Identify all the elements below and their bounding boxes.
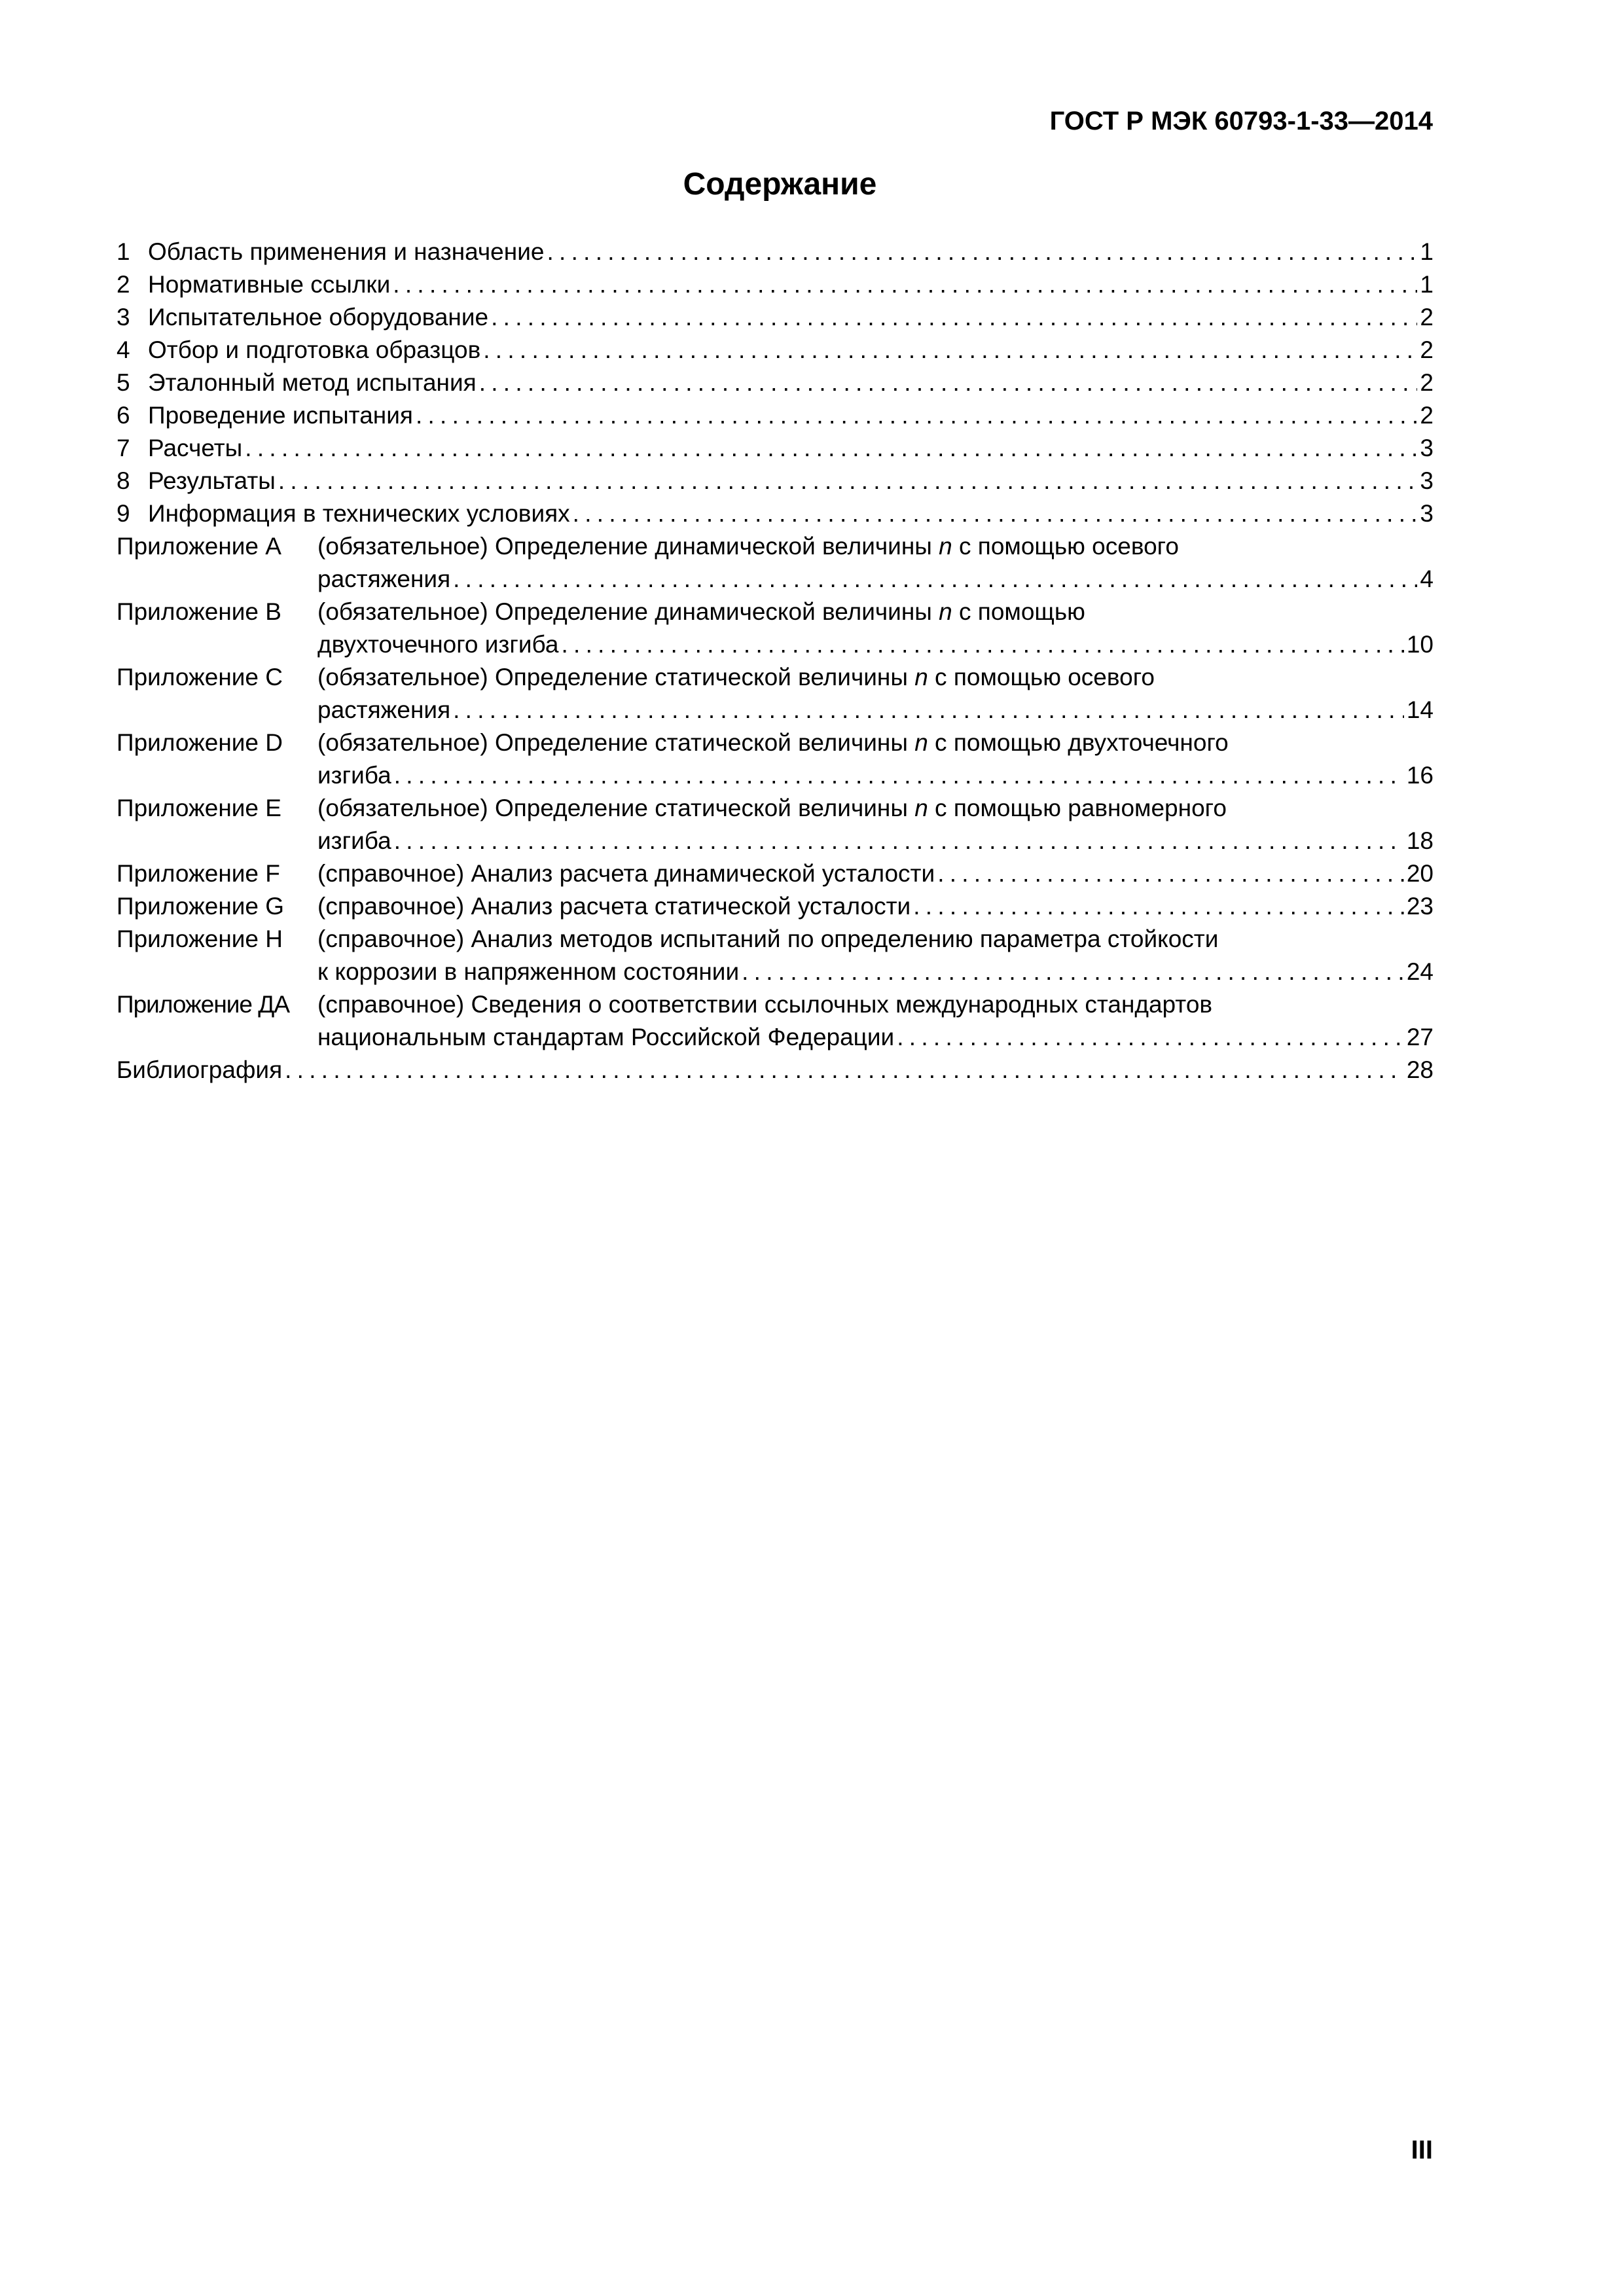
dot-leader	[285, 1054, 1404, 1086]
section-number: 7	[117, 435, 130, 461]
section-title: Информация в технических условиях	[148, 500, 570, 527]
dot-leader	[453, 563, 1417, 596]
section-title: Отбор и подготовка образцов	[148, 336, 481, 363]
page-ref: 4	[1420, 565, 1434, 592]
appendix-title-line2: двухточечного изгиба	[317, 631, 559, 658]
dot-leader	[416, 399, 1417, 432]
appendix-title-line2: растяжения	[317, 565, 451, 592]
appendix-title-line1: (обязательное) Определение статической величины n с помощью двухточечного	[317, 729, 1229, 756]
appendix-title-line2: к коррозии в напряженном состоянии	[317, 958, 740, 985]
dot-leader	[742, 956, 1404, 988]
page-ref: 1	[1420, 238, 1434, 265]
page-ref: 28	[1406, 1056, 1434, 1083]
toc-entry-appendix-h[interactable]	[117, 923, 1434, 988]
appendix-label: Приложение В	[117, 598, 281, 625]
toc-entry-section-3[interactable]	[117, 301, 1434, 334]
section-title: Область применения и назначение	[148, 238, 545, 265]
dot-leader	[561, 628, 1403, 661]
page-ref: 23	[1406, 893, 1434, 920]
appendix-label: Приложение Е	[117, 795, 281, 821]
table-of-contents	[117, 236, 1434, 1086]
dot-leader	[491, 301, 1417, 334]
appendix-title-line1: (обязательное) Определение статической величины n с помощью осевого	[317, 664, 1155, 691]
appendix-title-line1: (обязательное) Определение динамической величины n с помощью осевого	[317, 533, 1179, 560]
toc-entry-section-2[interactable]	[117, 268, 1434, 301]
dot-leader	[573, 497, 1418, 530]
appendix-title-line2: изгиба	[317, 762, 391, 789]
dot-leader	[394, 759, 1404, 792]
appendix-title-line1: (обязательное) Определение статической величины n с помощью равномерного	[317, 795, 1227, 821]
section-number: 1	[117, 238, 130, 265]
toc-entry-section-4[interactable]	[117, 334, 1434, 367]
toc-entry-section-9[interactable]	[117, 497, 1434, 530]
dot-leader	[547, 236, 1417, 268]
toc-entry-appendix-a[interactable]	[117, 530, 1434, 596]
dot-leader	[393, 268, 1417, 301]
bibliography-title: Библиография	[117, 1056, 283, 1083]
page-ref: 1	[1420, 271, 1434, 298]
toc-entry-appendix-e[interactable]	[117, 792, 1434, 857]
section-title: Результаты	[148, 467, 276, 494]
appendix-label: Приложение D	[117, 729, 283, 756]
variable-n: n	[914, 664, 928, 691]
variable-n: n	[914, 795, 928, 821]
appendix-label: Приложение А	[117, 533, 281, 560]
appendix-title-line1: (справочное) Сведения о соответствии ссылочных международных стандартов	[317, 991, 1213, 1018]
variable-n: n	[939, 533, 952, 560]
page-ref: 27	[1406, 1024, 1434, 1050]
page-ref: 24	[1406, 958, 1434, 985]
page-ref: 2	[1420, 402, 1434, 429]
appendix-label: Приложение Н	[117, 925, 283, 952]
appendix-label: Приложение С	[117, 664, 283, 691]
page-ref: 18	[1406, 827, 1434, 854]
page-ref: 2	[1420, 336, 1434, 363]
dot-leader	[278, 465, 1418, 497]
dot-leader	[483, 334, 1417, 367]
toc-entry-appendix-da[interactable]	[117, 988, 1434, 1054]
document-header: ГОСТ Р МЭК 60793-1-33—2014	[1049, 107, 1433, 135]
section-number: 9	[117, 500, 130, 527]
section-title: Эталонный метод испытания	[148, 369, 477, 396]
page-title: Содержание	[683, 167, 877, 202]
appendix-label: Приложение G	[117, 893, 285, 920]
appendix-label: Приложение ДА	[117, 991, 290, 1018]
toc-entry-appendix-g[interactable]	[117, 890, 1434, 923]
dot-leader	[937, 857, 1404, 890]
variable-n: n	[939, 598, 952, 625]
page-number: III	[1411, 2136, 1433, 2164]
toc-entry-section-1[interactable]	[117, 236, 1434, 268]
section-title: Нормативные ссылки	[148, 271, 391, 298]
page-ref: 3	[1420, 435, 1434, 461]
appendix-label: Приложение F	[117, 860, 280, 887]
page-ref: 3	[1420, 500, 1434, 527]
section-number: 2	[117, 271, 130, 298]
page-ref: 2	[1420, 369, 1434, 396]
page-ref: 20	[1406, 860, 1434, 887]
appendix-title-line2: национальным стандартам Российской Федерации	[317, 1024, 895, 1050]
section-number: 5	[117, 369, 130, 396]
dot-leader	[245, 432, 1417, 465]
page-ref: 3	[1420, 467, 1434, 494]
toc-entry-appendix-f[interactable]	[117, 857, 1434, 890]
toc-entry-section-8[interactable]	[117, 465, 1434, 497]
section-number: 3	[117, 304, 130, 331]
page-ref: 14	[1406, 696, 1434, 723]
section-number: 8	[117, 467, 130, 494]
toc-entry-appendix-c[interactable]	[117, 661, 1434, 726]
appendix-title: (справочное) Анализ расчета динамической усталости	[317, 860, 935, 887]
appendix-title: (справочное) Анализ расчета статической усталости	[317, 893, 911, 920]
page-ref: 2	[1420, 304, 1434, 331]
toc-entry-section-7[interactable]	[117, 432, 1434, 465]
toc-entry-section-5[interactable]	[117, 367, 1434, 399]
dot-leader	[913, 890, 1404, 923]
appendix-title-line1: (обязательное) Определение динамической величины n с помощью	[317, 598, 1085, 625]
toc-entry-section-6[interactable]	[117, 399, 1434, 432]
dot-leader	[394, 825, 1404, 857]
appendix-title-line2: растяжения	[317, 696, 451, 723]
section-title: Испытательное оборудование	[148, 304, 489, 331]
section-number: 4	[117, 336, 130, 363]
toc-entry-appendix-b[interactable]	[117, 596, 1434, 661]
dot-leader	[897, 1021, 1404, 1054]
appendix-title-line1: (справочное) Анализ методов испытаний по определению параметра стойкости	[317, 925, 1219, 952]
dot-leader	[453, 694, 1404, 726]
appendix-title-line2: изгиба	[317, 827, 391, 854]
section-title: Расчеты	[148, 435, 243, 461]
dot-leader	[479, 367, 1418, 399]
toc-entry-appendix-d[interactable]	[117, 726, 1434, 792]
variable-n: n	[914, 729, 928, 756]
page-ref: 10	[1406, 631, 1434, 658]
section-number: 6	[117, 402, 130, 429]
page-ref: 16	[1406, 762, 1434, 789]
toc-entry-bibliography[interactable]	[117, 1054, 1434, 1086]
section-title: Проведение испытания	[148, 402, 413, 429]
